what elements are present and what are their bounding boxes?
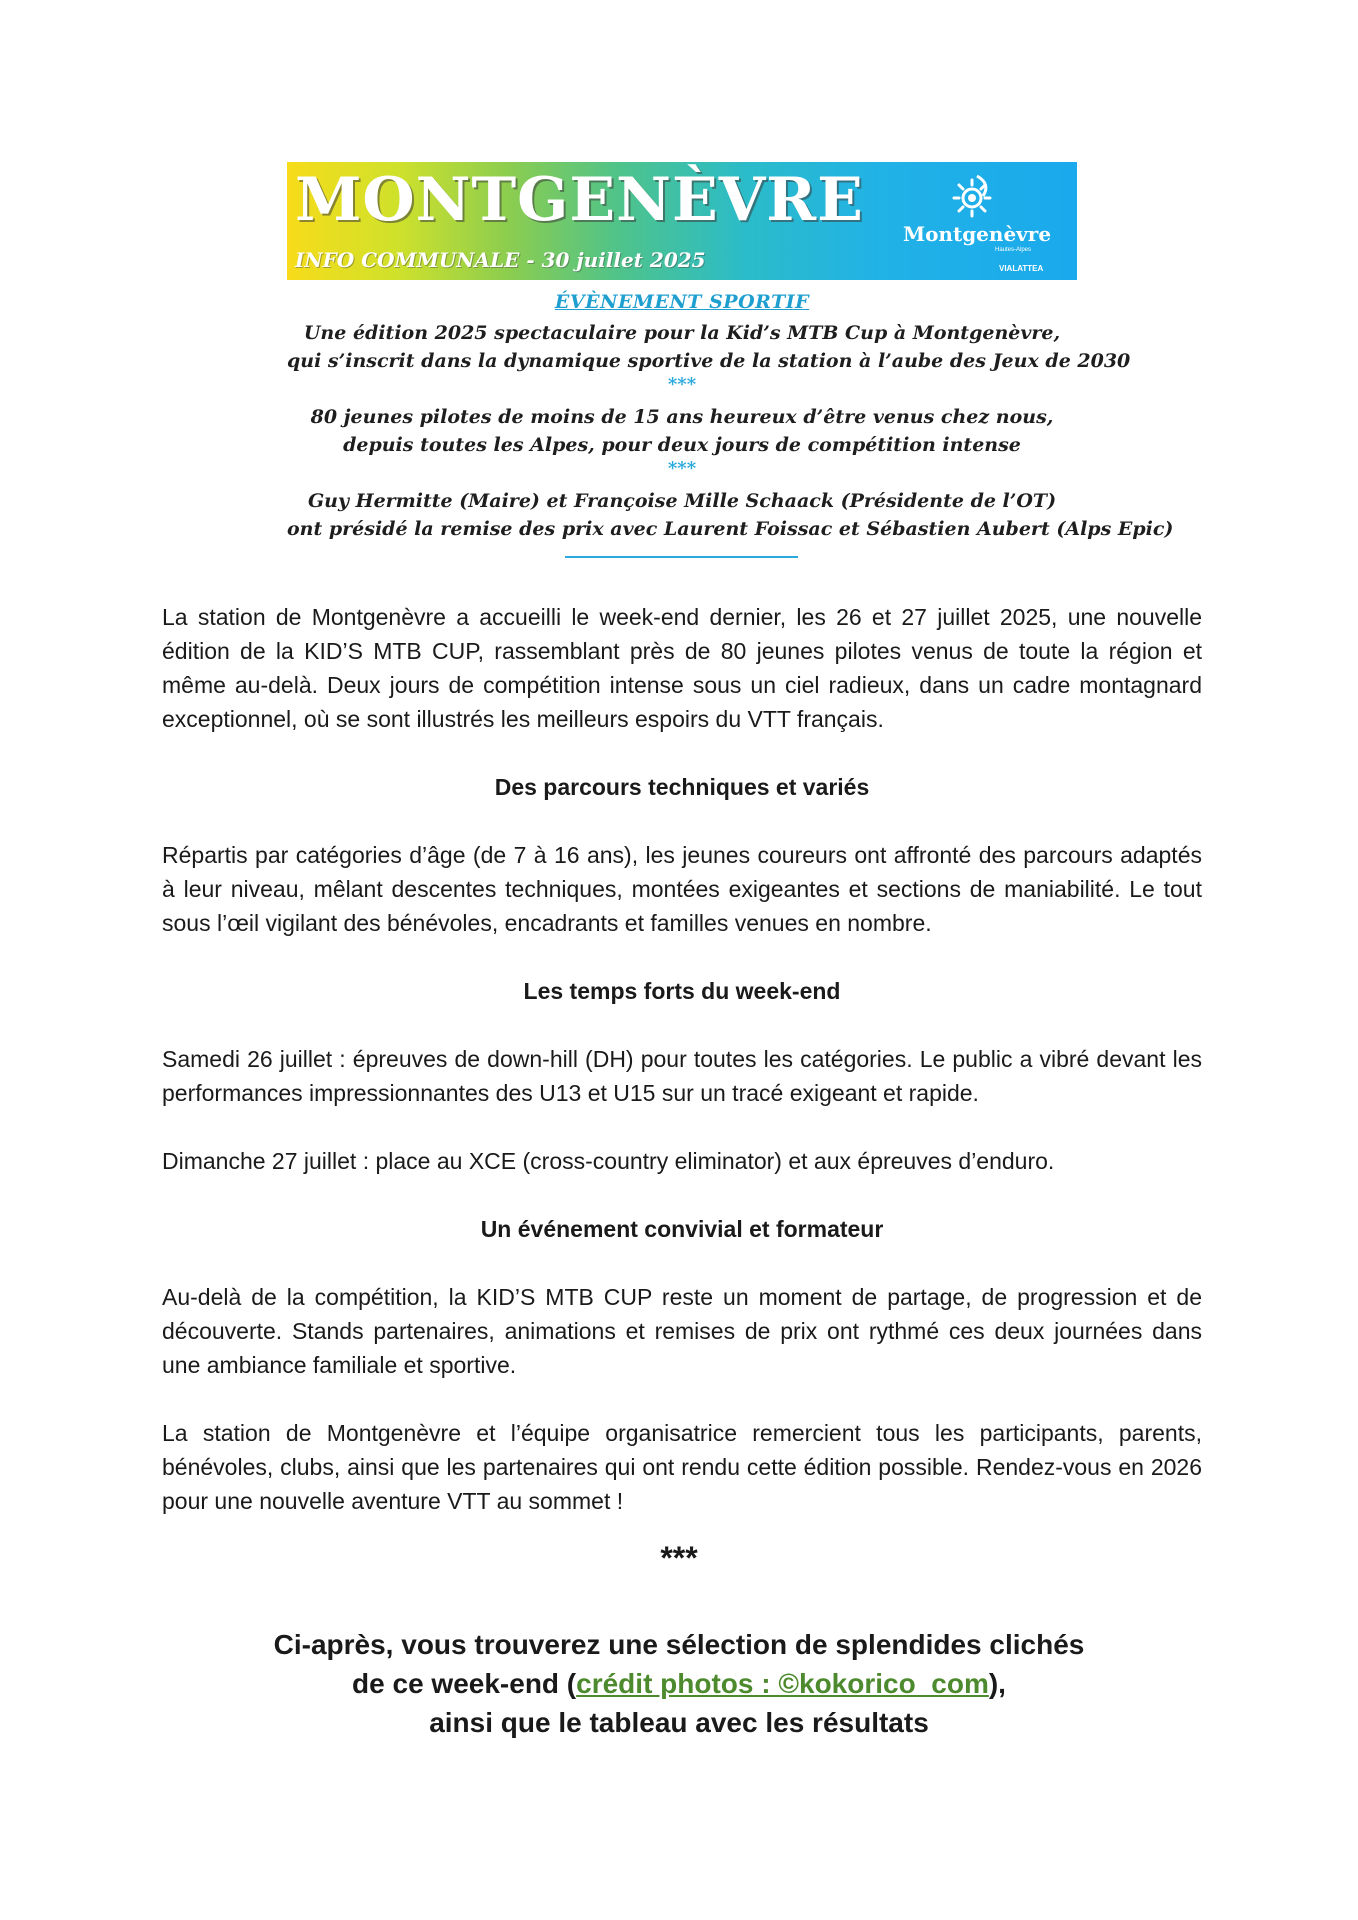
photo-credit-link[interactable]: crédit photos : ©kokorico_com bbox=[576, 1668, 989, 1699]
partner-logo: VIALATTEA bbox=[999, 264, 1044, 273]
summary-line: qui s’inscrit dans la dynamique sportive de la station à l’aube des Jeux de 2030 bbox=[287, 350, 1131, 372]
paragraph: Dimanche 27 juillet : place au XCE (cross-country eliminator) et aux épreuves d’enduro. bbox=[162, 1148, 1055, 1174]
sun-mountain-icon bbox=[947, 172, 997, 222]
logo-subtitle: Hautes-Alpes bbox=[995, 247, 1032, 253]
closing-text: ), bbox=[988, 1668, 1006, 1699]
section-heading: Des parcours techniques et variés bbox=[494, 774, 870, 800]
article-body bbox=[162, 600, 1202, 1552]
closing-line: Ci-après, vous trouverez une sélection de splendides clichés bbox=[273, 1629, 1085, 1660]
paragraph: Répartis par catégories d’âge (de 7 à 16 ans), les jeunes coureurs ont affronté des parcours adaptés à leur niveau, mêlant descentes techniques, montées exigeantes et sections de maniabilité. Le tout sous l’œil vigilant des bénévoles, encadrants et familles venues en nombre. bbox=[162, 842, 1202, 936]
closing-line bbox=[0, 1664, 1358, 1703]
separator-stars: *** bbox=[667, 374, 697, 395]
event-label: ÉVÈNEMENT SPORTIF bbox=[554, 291, 810, 313]
closing-note bbox=[0, 1625, 1358, 1742]
header-banner bbox=[287, 162, 1077, 280]
separator-stars: *** bbox=[667, 458, 697, 479]
summary-line: 80 jeunes pilotes de moins de 15 ans heureux d’être venus chez nous, bbox=[310, 406, 1054, 428]
section-heading: Les temps forts du week-end bbox=[523, 978, 841, 1004]
closing-text: de ce week-end ( bbox=[352, 1668, 577, 1699]
paragraph: Samedi 26 juillet : épreuves de down-hill (DH) pour toutes les catégories. Le public a vibré devant les performances impressionnantes des U13 et U15 sur un tracé exigeant et rapide. bbox=[162, 1046, 1202, 1106]
intro-paragraph: La station de Montgenèvre a accueilli le week-end dernier, les 26 et 27 juillet 2025, une nouvelle édition de la KID’S MTB CUP, rassemblant près de 80 jeunes pilotes venus de toute la région et même au-delà. Deux jours de compétition intense sous un ciel radieux, dans un cadre montagnard exceptionnel, où se sont illustrés les meilleurs espoirs du VTT français. bbox=[162, 604, 1202, 732]
montgenevre-logo bbox=[887, 172, 1067, 272]
paragraph: La station de Montgenèvre et l’équipe organisatrice remercient tous les participants, parents, bénévoles, clubs, ainsi que les partenaires qui ont rendu cette édition possible. Rendez-vous en 2026 pour une nouvelle aventure VTT au sommet ! bbox=[162, 1420, 1202, 1514]
banner-subtitle: INFO COMMUNALE - 30 juillet 2025 bbox=[295, 248, 706, 272]
logo-name: Montgenèvre bbox=[902, 222, 1052, 246]
summary-line: Guy Hermitte (Maire) et Françoise Mille Schaack (Présidente de l’OT) bbox=[307, 490, 1057, 512]
summary-line: depuis toutes les Alpes, pour deux jours de compétition intense bbox=[343, 434, 1021, 456]
summary-line: ont présidé la remise des prix avec Laurent Foissac et Sébastien Aubert (Alps Epic) bbox=[287, 518, 1174, 540]
paragraph: Au-delà de la compétition, la KID’S MTB CUP reste un moment de partage, de progression et de découverte. Stands partenaires, animations et remises de prix ont rythmé ces deux journées dans une ambiance familiale et sportive. bbox=[162, 1284, 1202, 1378]
summary-block bbox=[287, 285, 1174, 543]
separator-stars: *** bbox=[660, 1540, 698, 1576]
summary-line: Une édition 2025 spectaculaire pour la Kid’s MTB Cup à Montgenèvre, bbox=[303, 322, 1061, 344]
divider bbox=[565, 556, 798, 558]
section-heading: Un événement convivial et formateur bbox=[480, 1216, 884, 1242]
closing-line: ainsi que le tableau avec les résultats bbox=[429, 1707, 929, 1738]
banner-title: MONTGENÈVRE bbox=[295, 165, 864, 235]
